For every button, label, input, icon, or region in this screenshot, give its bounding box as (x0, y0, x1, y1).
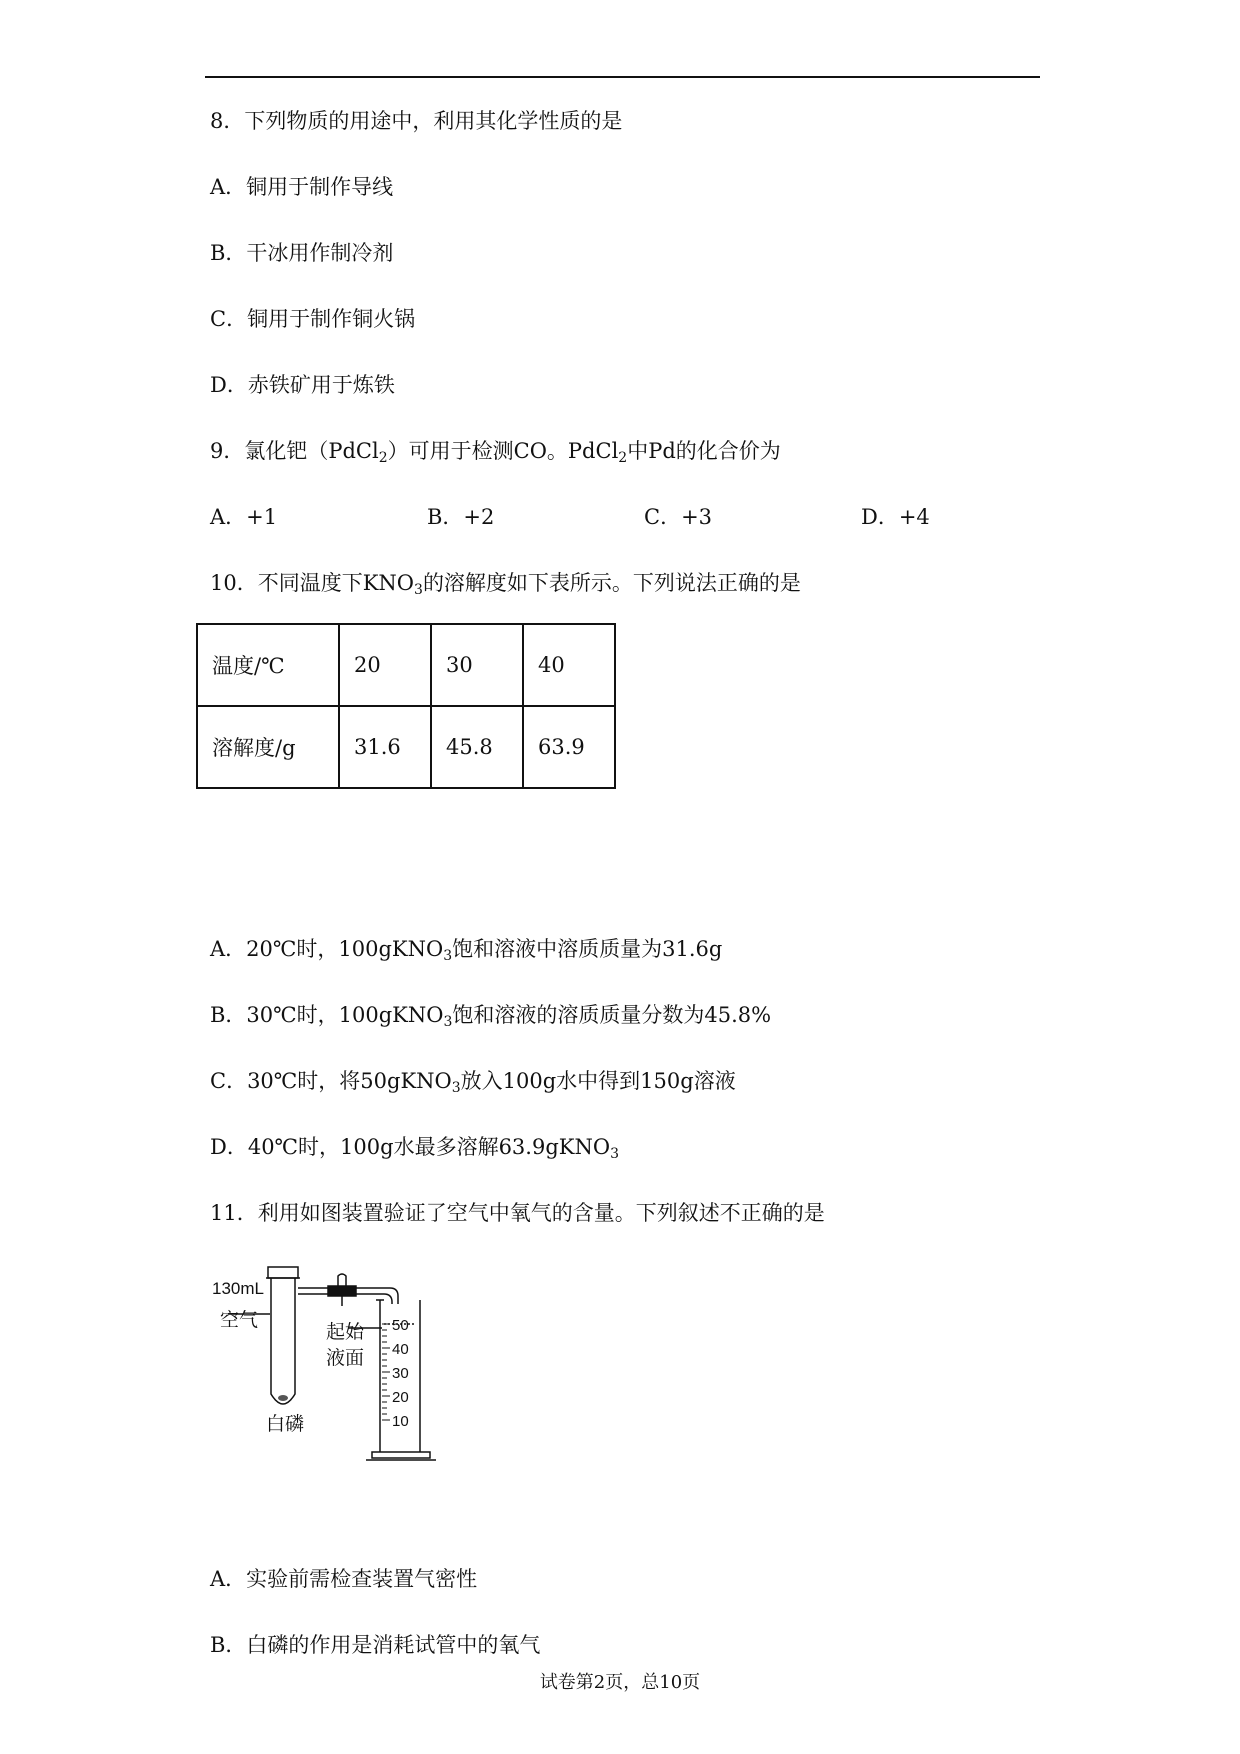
solubility-table (196, 623, 616, 789)
q10-option-a: A．20℃时，100gKNO$_3$饱和溶液中溶质质量为31.6g (210, 937, 723, 964)
clamp-handle (338, 1274, 346, 1286)
clip-clamp (328, 1286, 356, 1296)
temperature-cell: 20 (339, 624, 431, 706)
scale-label: 10 (392, 1413, 409, 1430)
solubility-cell: 45.8 (431, 706, 523, 788)
q9-option-b: B．+2 (427, 505, 495, 529)
q11-option-b: B．白磷的作用是消耗试管中的氧气 (210, 1633, 541, 1657)
q8-option-a: A．铜用于制作导线 (210, 175, 394, 199)
test-tube (271, 1278, 295, 1404)
q9-option-a: A．+1 (210, 505, 278, 529)
start-level-label-1: 起始 (326, 1322, 365, 1343)
q8-stem: 8．下列物质的用途中，利用其化学性质的是 (210, 109, 623, 133)
table-row (197, 706, 615, 788)
oxygen-apparatus-figure (212, 1264, 452, 1474)
phosphorus-label: 白磷 (266, 1414, 305, 1435)
scale-label: 30 (392, 1365, 409, 1382)
q9-option-c: C．+3 (644, 505, 713, 529)
q10-option-b: B．30℃时，100gKNO$_3$饱和溶液的溶质质量分数为45.8% (210, 1003, 772, 1030)
q8-option-d: D．赤铁矿用于炼铁 (210, 373, 395, 397)
scale-label: 40 (392, 1341, 409, 1358)
solubility-cell: 31.6 (339, 706, 431, 788)
page-footer: 试卷第2页，总10页 (539, 1672, 701, 1693)
q10-option-d: D．40℃时，100g水最多溶解63.9gKNO$_3$ (210, 1135, 619, 1162)
q9-stem: 9．氯化钯（PdCl$_2$）可用于检测CO。PdCl$_2$中Pd的化合价为 (210, 439, 781, 466)
volume-label: 130mL (212, 1279, 264, 1298)
row-header-temperature: 温度/℃ (197, 624, 339, 706)
white-phosphorus (278, 1395, 288, 1401)
cylinder-base (372, 1452, 430, 1458)
start-level-label-2: 液面 (326, 1348, 365, 1369)
q8-option-c: C．铜用于制作铜火锅 (210, 307, 416, 331)
solubility-cell: 63.9 (523, 706, 615, 788)
table-row (197, 624, 615, 706)
temperature-cell: 30 (431, 624, 523, 706)
q8-option-b: B．干冰用作制冷剂 (210, 241, 394, 265)
scale-label: 20 (392, 1389, 409, 1406)
header-rule (205, 76, 1040, 78)
q10-stem: 10．不同温度下$KNO_3$的溶解度如下表所示。下列说法正确的是 (210, 571, 801, 598)
row-header-solubility: 溶解度/g (197, 706, 339, 788)
q11-stem: 11．利用如图装置验证了空气中氧气的含量。下列叙述不正确的是 (210, 1201, 825, 1225)
cylinder-ticks (382, 1324, 390, 1420)
tube-stopper (268, 1267, 298, 1278)
q11-option-a: A．实验前需检查装置气密性 (210, 1567, 478, 1591)
q10-option-c: C．30℃时，将50gKNO$_3$放入100g水中得到150g溶液 (210, 1069, 736, 1096)
scale-label: 50 (392, 1317, 409, 1334)
temperature-cell: 40 (523, 624, 615, 706)
q9-option-d: D．+4 (861, 505, 930, 529)
air-label: 空气 (220, 1310, 259, 1331)
